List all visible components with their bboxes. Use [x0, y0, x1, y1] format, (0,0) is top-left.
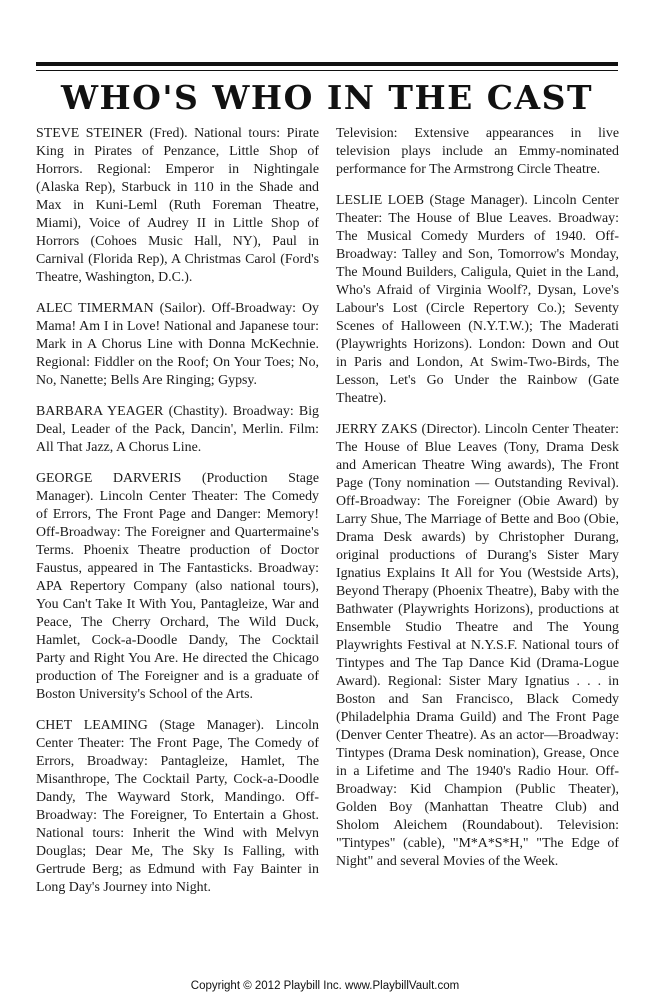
bio-chet-leaming-continued: Television: Extensive appearances in live television plays include an Emmy-nominated performance for The Armstrong Circle Theatre.	[336, 126, 619, 177]
bio-alec-timerman: ALEC TIMERMAN (Sailor). Off-Broadway: Oy Mama! Am I in Love! National and Japanese tour: Mark in A Chorus Line with Donna McKechnie. Regional: Fiddler on the Roof; On Your Toes; No, No, Nanette; Bells Are Ringing; Gypsy.	[36, 301, 319, 388]
bio-george-darveris: GEORGE DARVERIS (Production Stage Manager). Lincoln Center Theater: The Comedy of Errors, The Front Page and Danger: Memory! Off-Broadway: The Foreigner and Quartermaine's Terms. Phoenix Theatre production of Doctor Faustus, appeared in The Fantasticks. Broadway: APA Repertory Company (also national tours), You Can't Take It With You, Pantagleize, War and Peace, The Cherry Orchard, The Wild Duck, Hamlet, Cock-a-Doodle Dandy, The Cocktail Party and Right You Are. He directed the Chicago production of The Foreigner and is a graduate of Boston University's School of the Arts.	[36, 471, 319, 702]
copyright-footer: Copyright © 2012 Playbill Inc. www.PlaybillVault.com	[190, 980, 460, 992]
page-title: WHO'S WHO IN THE CAST	[60, 78, 594, 117]
bio-steve-steiner: STEVE STEINER (Fred). National tours: Pirate King in Pirates of Penzance, Little Shop of Horrors. Regional: Emperor in Nightingale (Alaska Rep), Starbuck in 110 in the Shade and Max in Kuni-Leml (Ruth Foreman Theatre, Miami), Voice of Audrey II in Little Shop of Horrors (Cohoes Music Hall, NY), Paul in Carnival (Florida Rep), A Christmas Carol (Ford's Theatre, Washington, D.C.).	[36, 126, 319, 285]
bio-barbara-yeager: BARBARA YEAGER (Chastity). Broadway: Big Deal, Leader of the Pack, Dancin', Merlin. Film: All That Jazz, A Chorus Line.	[36, 404, 319, 455]
bio-chet-leaming: CHET LEAMING (Stage Manager). Lincoln Center Theater: The Front Page, The Comedy of Errors, Broadway: Pantagleize, Hamlet, The Misanthrope, The Cocktail Party, Cock-a-Doodle Dandy, The Wayward Stork, Mandingo. Off-Broadway: The Foreigner, To Entertain a Ghost. National tours: Inherit the Wind with Melvyn Douglas; Dear Me, The Sky Is Falling, with Gertrude Berg; as Edmund with Fay Bainter in Long Day's Journey into Night.	[36, 718, 319, 895]
header-rule-thick	[36, 62, 618, 66]
header-rule-thin	[36, 70, 618, 71]
bio-leslie-loeb: LESLIE LOEB (Stage Manager). Lincoln Center Theater: The House of Blue Leaves. Broadway: The Musical Comedy Murders of 1940. Off-Broadway: Talley and Son, Tomorrow's Monday, The Mound Builders, Caligula, Quiet in the Land, Who's Afraid of Virginia Woolf?, Dysan, Love's Labour's Lost (Circle Repertory Co.); Seventy Scenes of Halloween (N.Y.T.W.); The Maderati (Playwrights Horizons). London: Down and Out in Paris and London, At Swim-Two-Birds, The Lesson, Let's Go Under the Rainbow (Gate Theatre).	[336, 193, 619, 406]
bio-jerry-zaks: JERRY ZAKS (Director). Lincoln Center Theater: The House of Blue Leaves (Tony, Drama Desk and American Theatre Wing awards), The Front Page (Tony nomination — Outstanding Revival). Off-Broadway: The Foreigner (Obie Award) by Larry Shue, The Marriage of Bette and Boo (Obie, Drama Desk awards) by Christopher Durang, original productions of Durang's Sister Mary Ignatius Explains It All for You (Westside Arts), Beyond Therapy (Phoenix Theatre), Baby with the Bathwater (Playwrights Horizons), productions at Ensemble Studio Theatre and The Young Playwrights Festival at N.Y.S.F. National tours of Tintypes and The Tap Dance Kid (Drama-Logue Award). Regional: Sister Mary Ignatius . . . in Boston and San Francisco, Black Comedy (Philadelphia Drama Guild) and The Front Page (Denver Center Theatre). As an actor—Broadway: Tintypes (Drama Desk nomination), Grease, Once in a Lifetime and The 1940's Radio Hour. Off-Broadway: Kid Champion (Public Theater), Golden Boy (Manhattan Theatre Club) and Sholom Aleichem (Roundabout). Television: "Tintypes" (cable), "M*A*S*H," "The Edge of Night" and several Movies of the Week.	[336, 422, 619, 869]
column-right	[336, 125, 619, 884]
column-left	[36, 125, 319, 910]
